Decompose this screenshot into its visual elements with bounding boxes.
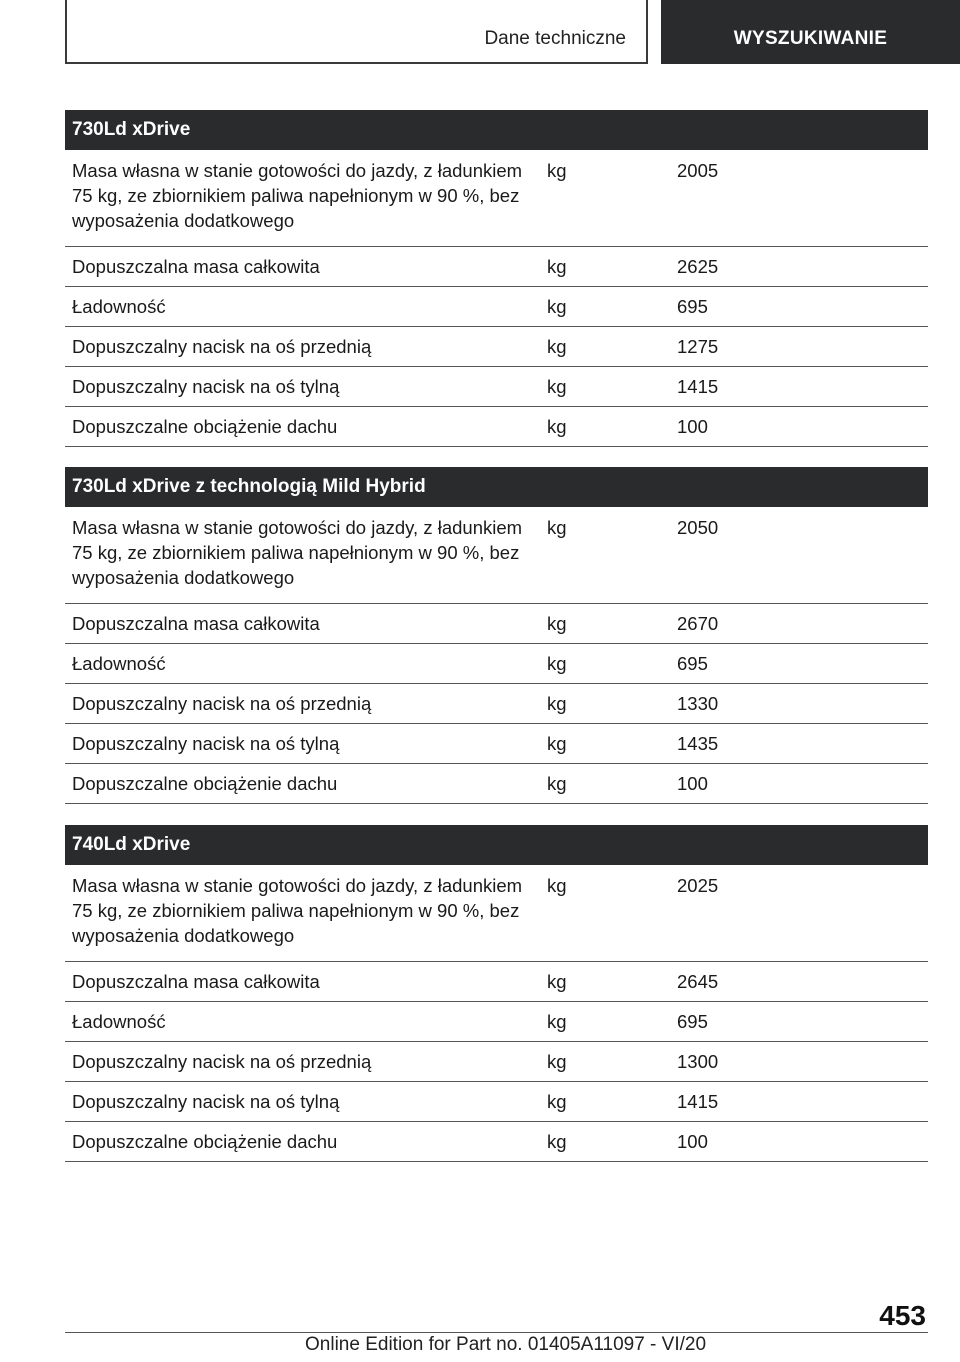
row-unit: kg bbox=[540, 1082, 670, 1122]
table-row bbox=[65, 1002, 928, 1042]
row-value: 1330 bbox=[670, 684, 928, 724]
row-value: 695 bbox=[670, 644, 928, 684]
row-unit: kg bbox=[540, 150, 670, 247]
row-unit: kg bbox=[540, 962, 670, 1002]
table-row bbox=[65, 327, 928, 367]
row-label: Dopuszczalne obciążenie dachu bbox=[65, 407, 540, 447]
row-unit: kg bbox=[540, 507, 670, 604]
row-value: 100 bbox=[670, 407, 928, 447]
row-value: 1275 bbox=[670, 327, 928, 367]
row-unit: kg bbox=[540, 247, 670, 287]
footer-divider bbox=[65, 1332, 928, 1333]
row-value: 1415 bbox=[670, 1082, 928, 1122]
row-unit: kg bbox=[540, 865, 670, 962]
row-label: Ładowność bbox=[65, 1002, 540, 1042]
table-row bbox=[65, 724, 928, 764]
row-label: Dopuszczalny nacisk na oś tylną bbox=[65, 367, 540, 407]
header-section-title: Dane techniczne bbox=[484, 28, 626, 49]
row-unit: kg bbox=[540, 684, 670, 724]
row-label: Dopuszczalny nacisk na oś tylną bbox=[65, 724, 540, 764]
table-row bbox=[65, 865, 928, 962]
page-number: 453 bbox=[879, 1300, 926, 1331]
row-value: 2645 bbox=[670, 962, 928, 1002]
row-label: Dopuszczalne obciążenie dachu bbox=[65, 764, 540, 804]
table-row bbox=[65, 644, 928, 684]
row-value: 100 bbox=[670, 764, 928, 804]
row-value: 1300 bbox=[670, 1042, 928, 1082]
table-title: 730Ld xDrive z technologią Mild Hybrid bbox=[65, 467, 928, 507]
row-unit: kg bbox=[540, 764, 670, 804]
row-unit: kg bbox=[540, 604, 670, 644]
table-row bbox=[65, 764, 928, 804]
row-label: Ładowność bbox=[65, 287, 540, 327]
row-unit: kg bbox=[540, 287, 670, 327]
row-label: Dopuszczalny nacisk na oś przednią bbox=[65, 684, 540, 724]
row-label: Dopuszczalna masa całkowita bbox=[65, 604, 540, 644]
table-row bbox=[65, 1042, 928, 1082]
header-section-tab bbox=[65, 0, 648, 64]
table-title: 740Ld xDrive bbox=[65, 825, 928, 865]
row-value: 695 bbox=[670, 287, 928, 327]
table-row bbox=[65, 150, 928, 247]
table-row bbox=[65, 962, 928, 1002]
table-row bbox=[65, 1122, 928, 1162]
table-row bbox=[65, 287, 928, 327]
spec-table-730ld bbox=[65, 110, 928, 447]
row-value: 1435 bbox=[670, 724, 928, 764]
row-label: Dopuszczalne obciążenie dachu bbox=[65, 1122, 540, 1162]
footer-edition-text: Online Edition for Part no. 01405A11097 - VI/20 bbox=[305, 1334, 707, 1355]
spec-table-730ld-mild-hybrid bbox=[65, 467, 928, 804]
row-unit: kg bbox=[540, 327, 670, 367]
row-value: 2625 bbox=[670, 247, 928, 287]
row-value: 100 bbox=[670, 1122, 928, 1162]
table-row bbox=[65, 507, 928, 604]
row-label: Ładowność bbox=[65, 644, 540, 684]
row-unit: kg bbox=[540, 367, 670, 407]
row-label: Dopuszczalny nacisk na oś przednią bbox=[65, 327, 540, 367]
row-label: Dopuszczalna masa całkowita bbox=[65, 247, 540, 287]
row-label: Masa własna w stanie gotowości do jazdy, z ładunkiem 75 kg, ze zbiornikiem paliwa napełnionym w 90 %, bez wyposażenia dodatkowego bbox=[65, 150, 540, 247]
row-value: 2025 bbox=[670, 865, 928, 962]
row-label: Masa własna w stanie gotowości do jazdy, z ładunkiem 75 kg, ze zbiornikiem paliwa napełnionym w 90 %, bez wyposażenia dodatkowego bbox=[65, 865, 540, 962]
row-unit: kg bbox=[540, 644, 670, 684]
row-unit: kg bbox=[540, 1002, 670, 1042]
row-label: Dopuszczalny nacisk na oś przednią bbox=[65, 1042, 540, 1082]
row-unit: kg bbox=[540, 407, 670, 447]
table-row bbox=[65, 407, 928, 447]
table-row bbox=[65, 367, 928, 407]
row-label: Dopuszczalny nacisk na oś tylną bbox=[65, 1082, 540, 1122]
row-value: 2670 bbox=[670, 604, 928, 644]
table-title: 730Ld xDrive bbox=[65, 110, 928, 150]
table-row bbox=[65, 604, 928, 644]
row-label: Masa własna w stanie gotowości do jazdy, z ładunkiem 75 kg, ze zbiornikiem paliwa napełnionym w 90 %, bez wyposażenia dodatkowego bbox=[65, 507, 540, 604]
row-unit: kg bbox=[540, 1042, 670, 1082]
table-row bbox=[65, 684, 928, 724]
search-button[interactable]: WYSZUKIWANIE bbox=[661, 0, 960, 64]
row-value: 695 bbox=[670, 1002, 928, 1042]
row-unit: kg bbox=[540, 724, 670, 764]
row-value: 2050 bbox=[670, 507, 928, 604]
table-row bbox=[65, 1082, 928, 1122]
row-value: 1415 bbox=[670, 367, 928, 407]
row-unit: kg bbox=[540, 1122, 670, 1162]
row-value: 2005 bbox=[670, 150, 928, 247]
spec-table-740ld bbox=[65, 825, 928, 1162]
row-label: Dopuszczalna masa całkowita bbox=[65, 962, 540, 1002]
table-row bbox=[65, 247, 928, 287]
